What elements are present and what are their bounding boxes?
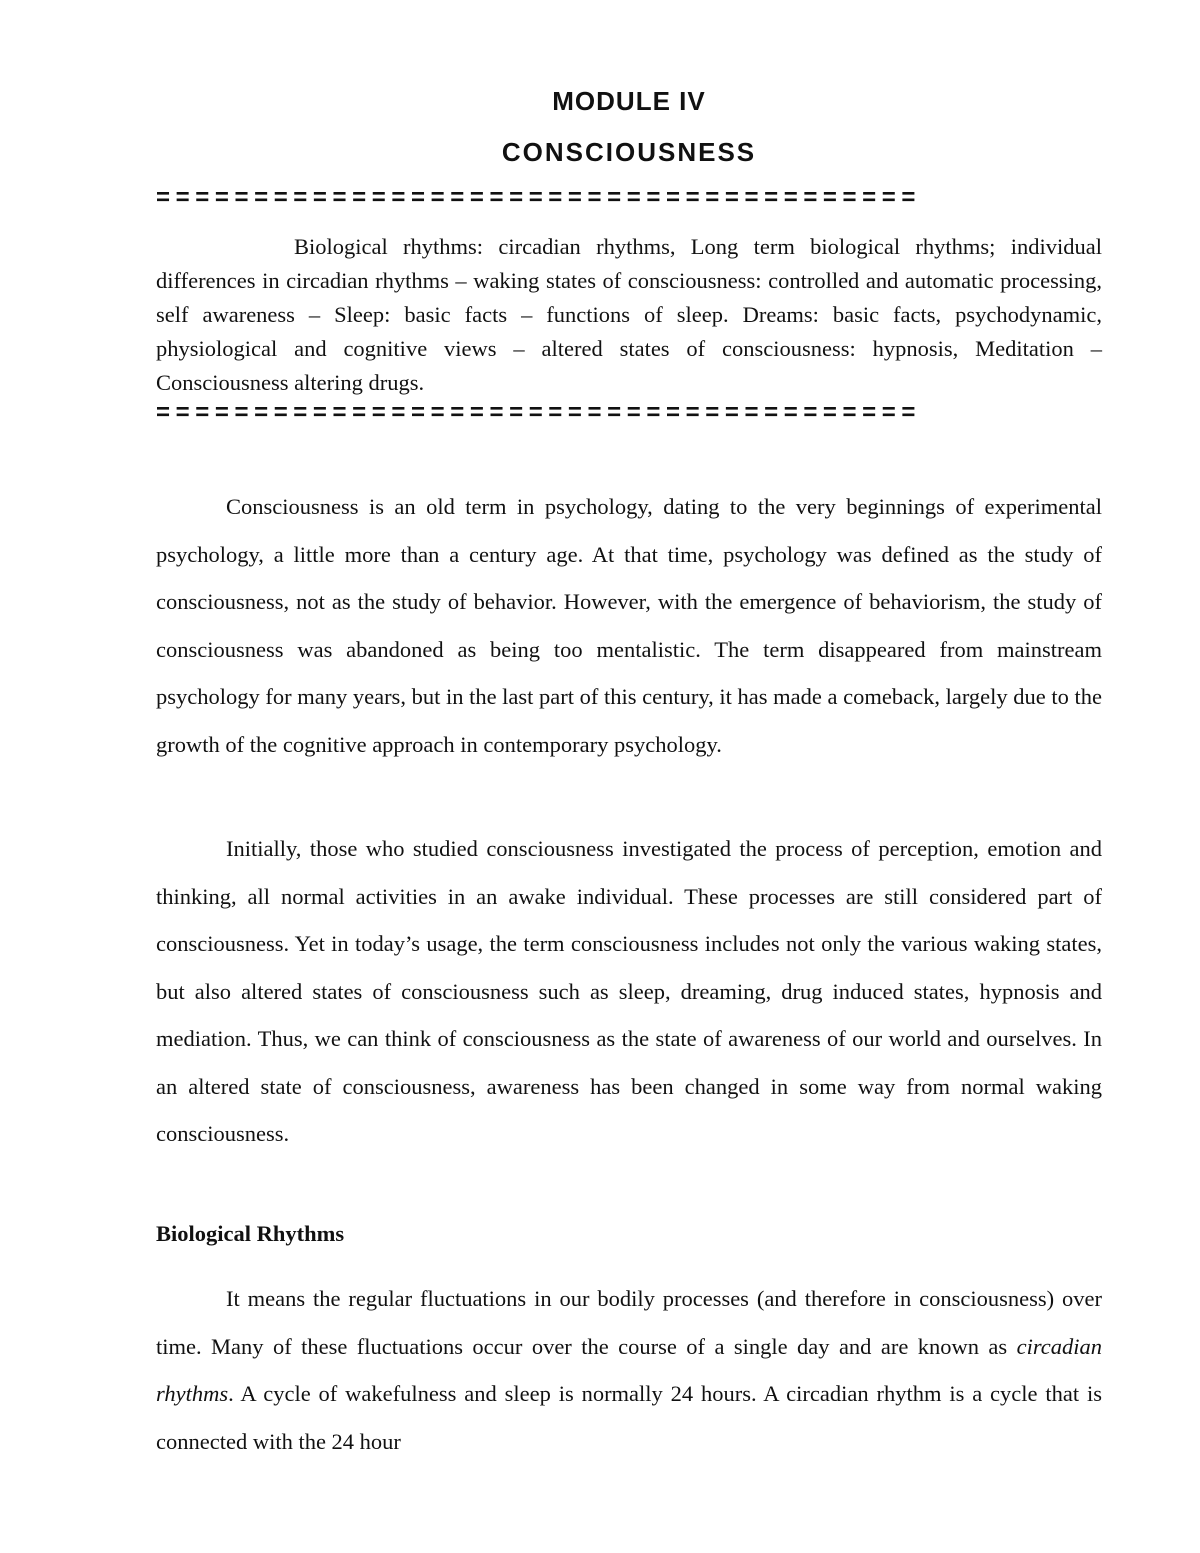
paragraph-text-end: . A cycle of wakefulness and sleep is normally 24 hours. A circadian rhythm is a cycle that is connected with the 24 hour — [156, 1381, 1102, 1454]
consciousness-paragraph: Initially, those who studied consciousness investigated the process of perception, emotion and thinking, all normal activities in an awake individual. These processes are still considered part of consciousness. Yet in today’s usage, the term consciousness includes not only the various waking states, but also altered states of consciousness such as sleep, dreaming, drug induced states, hypnosis and mediation. Thus, we can think of consciousness as the state of awareness of our world and ourselves. In an altered state of consciousness, awareness has been changed in some way from normal waking consciousness. — [156, 836, 1102, 1146]
intro-paragraph: Consciousness is an old term in psychology, dating to the very beginnings of experimental psychology, a little more than a century age. At that time, psychology was defined as the study of consciousness, not as the study of behavior. However, with the emergence of behaviorism, the study of consciousness was abandoned as being too mentalistic. The term disappeared from mainstream psychology for many years, but in the last part of this century, it has made a comeback, largely due to the growth of the cognitive approach in contemporary psychology. — [156, 494, 1102, 757]
biological-rhythms-paragraph — [156, 1275, 1102, 1465]
paragraph-text-start: It means the regular fluctuations in our bodily processes (and therefore in consciousness) over time. Many of these fluctuations occur over the course of a single day and are known as — [156, 1286, 1102, 1359]
module-title: MODULE IV — [552, 86, 706, 116]
topic-title: CONSCIOUSNESS — [501, 137, 757, 167]
separator-rule-bottom: ======================================= — [156, 401, 922, 425]
separator-rule-top: ======================================= — [156, 186, 922, 210]
syllabus-summary: Biological rhythms: circadian rhythms, Long term biological rhythms; individual differences in circadian rhythms – waking states of consciousness: controlled and automatic processing, self awareness – Sleep: basic facts – functions of sleep. Dreams: basic facts, psychodynamic, physiological and cognitive views – altered states of consciousness: hypnosis, Meditation – Consciousness altering drugs. — [156, 234, 1102, 395]
circadian-rhythms-term: circadian rhythms — [156, 1333, 1102, 1406]
section-heading-biological-rhythms: Biological Rhythms — [156, 1221, 345, 1246]
